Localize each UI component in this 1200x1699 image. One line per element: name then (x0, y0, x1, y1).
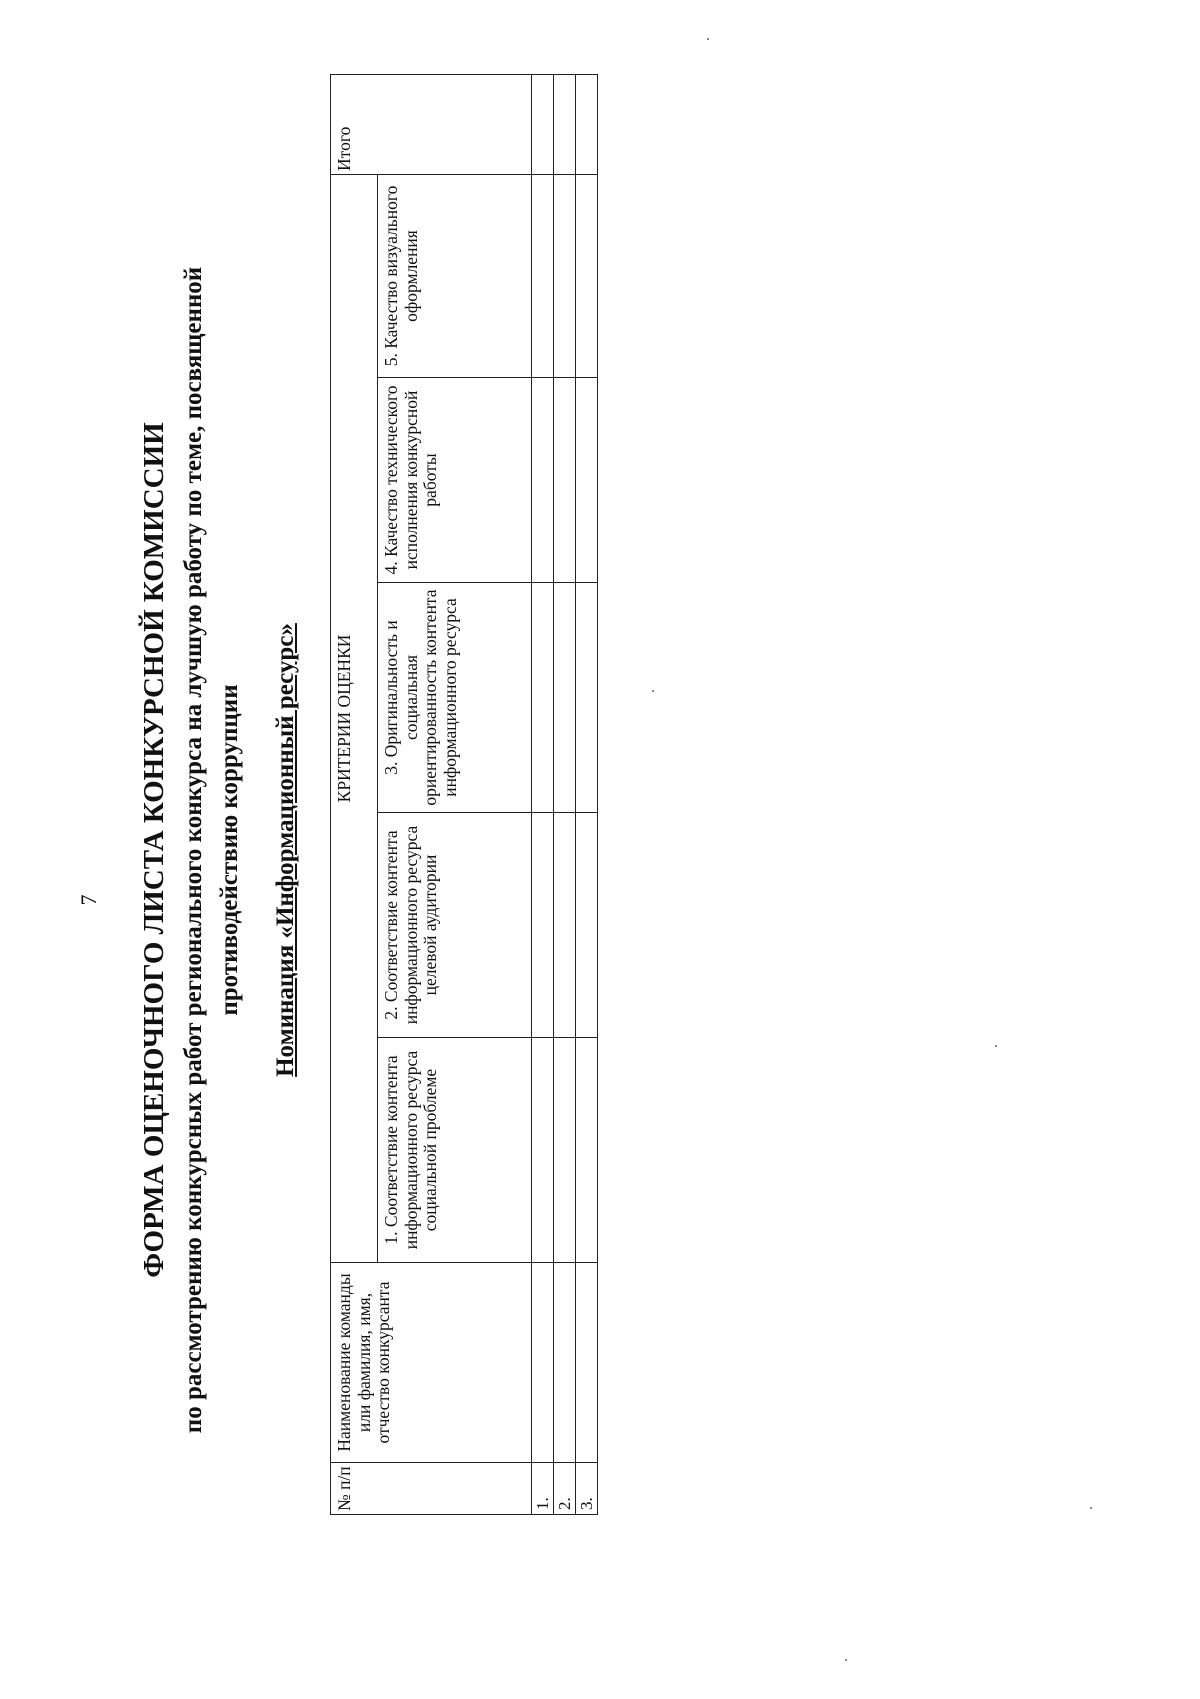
row-participant-cell[interactable] (532, 1263, 554, 1463)
row-participant-cell[interactable] (554, 1263, 576, 1463)
row-score-cell[interactable] (576, 1038, 598, 1263)
criterion-3: 3. Оригинальность и социальная ориентированность контента информационного ресурса (378, 583, 532, 813)
row-total-cell[interactable] (576, 74, 598, 174)
row-score-cell[interactable] (554, 813, 576, 1038)
rotated-page-content (40, 60, 1160, 1640)
evaluation-table (330, 74, 598, 1515)
page-number: 7 (76, 894, 101, 906)
header-number: № п/п (331, 1463, 532, 1515)
table-header-row (331, 74, 378, 1514)
row-score-cell[interactable] (576, 174, 598, 377)
row-number: 1. (532, 1463, 554, 1515)
row-score-cell[interactable] (576, 813, 598, 1038)
row-score-cell[interactable] (554, 583, 576, 813)
row-score-cell[interactable] (532, 1038, 554, 1263)
row-score-cell[interactable] (532, 378, 554, 583)
criterion-5: 5. Качество визуального оформления (378, 174, 532, 377)
scan-speck (1090, 1507, 1092, 1509)
criterion-4: 4. Качество технического исполнения конкурсной работы (378, 378, 532, 583)
form-subtitle-continued: противодействию коррупции (216, 684, 243, 1016)
row-score-cell[interactable] (576, 583, 598, 813)
row-number: 3. (576, 1463, 598, 1515)
form-subtitle: по рассмотрению конкурсных работ регионального конкурса на лучшую работу по теме, посвященной (180, 266, 207, 1434)
form-title: ФОРМА ОЦЕНОЧНОГО ЛИСТА КОНКУРСНОЙ КОМИССИИ (138, 422, 170, 1278)
row-score-cell[interactable] (532, 174, 554, 377)
table-row (576, 74, 598, 1514)
row-score-cell[interactable] (532, 583, 554, 813)
row-score-cell[interactable] (532, 813, 554, 1038)
scan-speck (995, 1045, 997, 1047)
criterion-1: 1. Соответствие контента информационного ресурса социальной проблеме (378, 1038, 532, 1263)
header-total: Итого (331, 74, 532, 174)
row-score-cell[interactable] (554, 1038, 576, 1263)
row-score-cell[interactable] (554, 378, 576, 583)
row-score-cell[interactable] (554, 174, 576, 377)
scan-speck (845, 1659, 847, 1661)
table-row (554, 74, 576, 1514)
header-participant-name: Наименование команды или фамилия, имя, отчество конкурсанта (331, 1263, 532, 1463)
row-total-cell[interactable] (554, 74, 576, 174)
row-number: 2. (554, 1463, 576, 1515)
row-score-cell[interactable] (576, 378, 598, 583)
nomination-heading: Номинация «Информационный ресурс» (272, 623, 299, 1077)
row-participant-cell[interactable] (576, 1263, 598, 1463)
header-criteria: КРИТЕРИИ ОЦЕНКИ (331, 174, 378, 1262)
scan-speck (652, 690, 654, 692)
table-row (532, 74, 554, 1514)
scan-speck (707, 38, 709, 40)
row-total-cell[interactable] (532, 74, 554, 174)
criterion-2: 2. Соответствие контента информационного ресурса целевой аудитории (378, 813, 532, 1038)
